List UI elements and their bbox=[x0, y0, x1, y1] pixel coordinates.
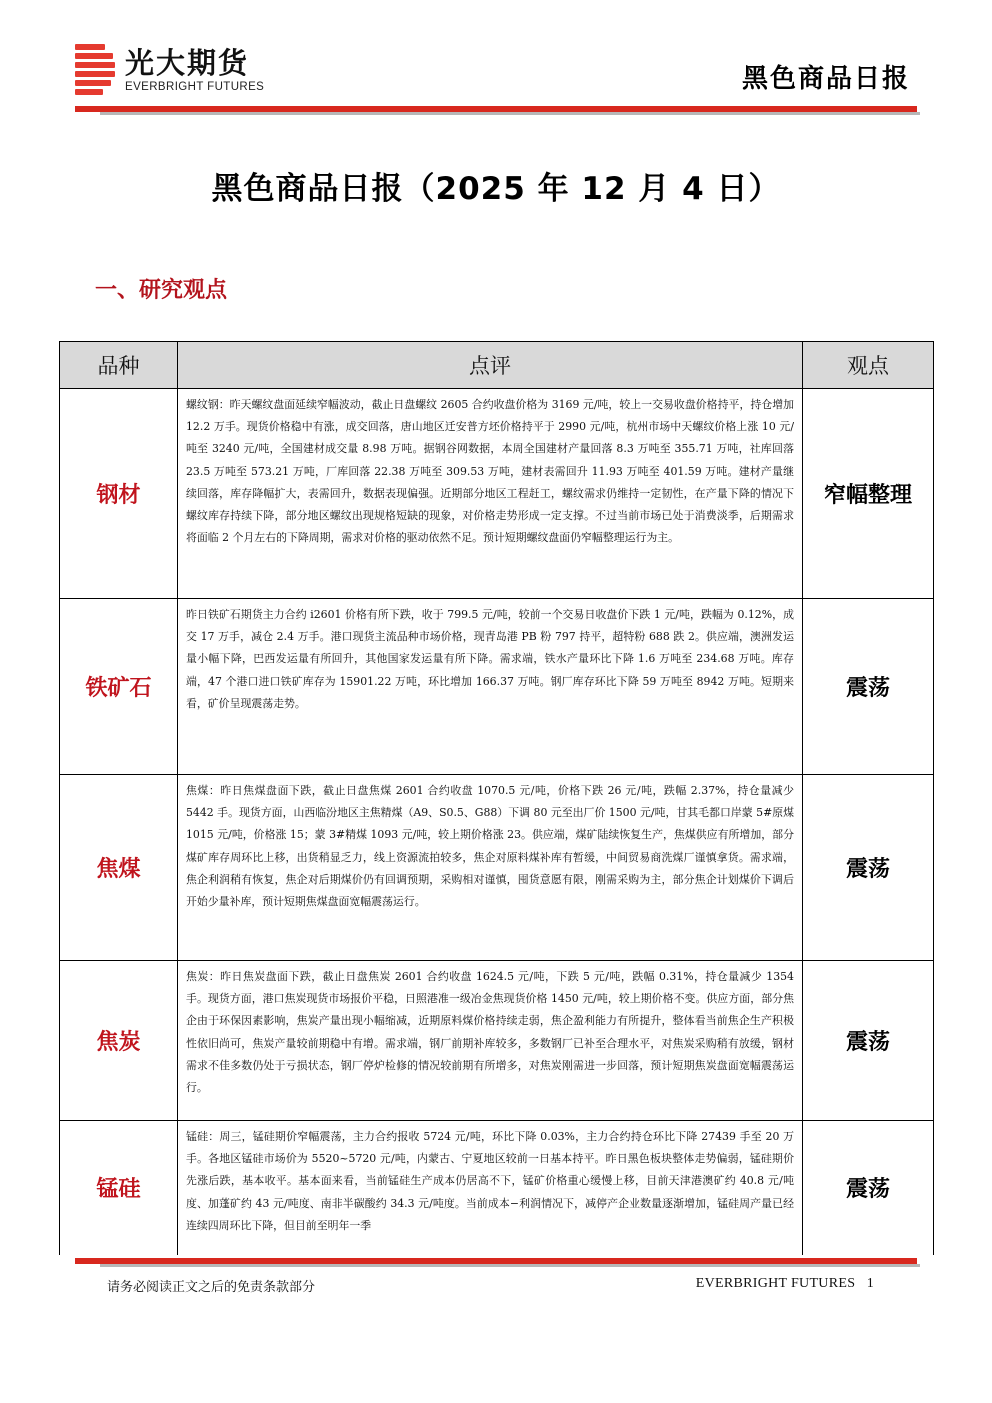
table-row-coking-coal bbox=[60, 775, 934, 961]
logo-chinese-name: 光大期货 bbox=[125, 46, 250, 80]
category-cell: 焦煤 bbox=[60, 775, 178, 961]
comment-cell: 螺纹钢：昨天螺纹盘面延续窄幅波动，截止日盘螺纹 2605 合约收盘价格为 3169 元/吨，较上一交易收盘价格持平，持仓增加 12.2 万手。现货价格稳中有涨，成交回落，唐山地区迁安普方坯价格持平于 2990 元/吨，杭州市场中天螺纹价格上涨 10 元/吨至 3240 元/吨，全国建材成交量 8.98 万吨。据钢谷网数据，本周全国建材产量回落 8.3 万吨至 355.71 万吨，社库回落 23.5 万吨至 573.21 万吨，厂库回落 22.38 万吨至 309.53 万吨，建材表需回升 11.93 万吨至 401.59 万吨。建材产量继续回落，库存降幅扩大，表需回升，数据表现偏强。近期部分地区工程赶工，螺纹需求仍维持一定韧性，在产量下降的情况下螺纹库存持续下降，部分地区螺纹出现规格短缺的现象，对价格走势形成一定支撑。不过当前市场已处于消费淡季，后期需求将面临 2 个月左右的下降周期，需求对价格的驱动依然不足。预计短期螺纹盘面仍窄幅整理运行为主。 bbox=[178, 389, 803, 599]
comment-cell: 昨日铁矿石期货主力合约 i2601 价格有所下跌，收于 799.5 元/吨，较前一个交易日收盘价下跌 1 元/吨，跌幅为 0.12%，成交 17 万手，减仓 2.4 万手。港口现货主流品种市场价格，现青岛港 PB 粉 797 持平，超特粉 688 跌 2。供应端，澳洲发运量小幅下降，巴西发运量有所回升，其他国家发运量有所下降。需求端，铁水产量环比下降 1.6 万吨至 234.68 万吨。库存端，47 个港口进口铁矿库存为 15901.22 万吨，环比增加 166.37 万吨。钢厂库存环比下降 59 万吨至 8942 万吨。短期来看，矿价呈现震荡走势。 bbox=[178, 599, 803, 775]
table-row-iron-ore bbox=[60, 599, 934, 775]
header-variety: 品种 bbox=[60, 342, 178, 389]
view-cell: 震荡 bbox=[803, 961, 934, 1121]
view-cell: 震荡 bbox=[803, 775, 934, 961]
category-cell: 铁矿石 bbox=[60, 599, 178, 775]
footer-disclaimer: 请务必阅读正文之后的免责条款部分 bbox=[107, 1280, 316, 1295]
logo-mark-icon bbox=[75, 42, 115, 98]
page-title: 黑色商品日报（2025 年 12 月 4 日） bbox=[211, 171, 781, 207]
header-report-name: 黑色商品日报 bbox=[741, 64, 910, 94]
page-number: 1 bbox=[866, 1276, 874, 1291]
section-heading: 一、研究观点 bbox=[95, 278, 228, 303]
view-cell: 震荡 bbox=[803, 1121, 934, 1255]
table-row-coke bbox=[60, 961, 934, 1121]
header-comment: 点评 bbox=[178, 342, 803, 389]
category-cell: 钢材 bbox=[60, 389, 178, 599]
header-divider-gray bbox=[100, 112, 920, 115]
footer-brand: EVERBRIGHT FUTURES bbox=[695, 1276, 856, 1291]
research-view-table bbox=[59, 341, 934, 1255]
footer-divider-gray bbox=[100, 1264, 920, 1267]
company-logo bbox=[75, 42, 264, 98]
logo-english-name: EVERBRIGHT FUTURES bbox=[125, 81, 265, 93]
footer-brand-page bbox=[696, 1276, 874, 1292]
comment-cell: 焦炭：昨日焦炭盘面下跌，截止日盘焦炭 2601 合约收盘 1624.5 元/吨，下跌 5 元/吨，跌幅 0.31%，持仓量减少 1354 手。现货方面，港口焦炭现货市场报价平稳，日照港准一级冶金焦现货价格 1450 元/吨，较上期价格不变。供应方面，部分焦企由于环保因素影响，焦炭产量出现小幅缩减，近期原料煤价格持续走弱，焦企盈利能力有所提升，整体看当前焦企生产积极性依旧尚可，焦炭产量较前期稳中有增。需求端，钢厂前期补库较多，多数钢厂已补至合理水平，对焦炭采购稍有放缓，钢材需求不佳多数仍处于亏损状态，钢厂停炉检修的情况较前期有所增多，对焦炭刚需进一步回落，预计短期焦炭盘面宽幅震荡运行。 bbox=[178, 961, 803, 1121]
comment-cell: 焦煤：昨日焦煤盘面下跌，截止日盘焦煤 2601 合约收盘 1070.5 元/吨，价格下跌 26 元/吨，跌幅 2.37%，持仓量减少 5442 手。现货方面，山西临汾地区主焦精煤（A9、S0.5、G88）下调 80 元至出厂价 1500 元/吨，甘其毛都口岸蒙 5#原煤 1015 元/吨，价格涨 15；蒙 3#精煤 1093 元/吨，较上期价格涨 23。供应端，煤矿陆续恢复生产，焦煤供应有所增加，部分煤矿库存周环比上移，出货稍显乏力，线上资源流拍较多，焦企对原料煤补库有暂缓，中间贸易商洗煤厂谨慎拿货。需求端，焦企利润稍有恢复，焦企对后期煤价仍有回调预期，采购相对谨慎，囤货意愿有限，刚需采购为主，部分焦企计划煤价下调后开始少量补库，预计短期焦煤盘面宽幅震荡运行。 bbox=[178, 775, 803, 961]
view-cell: 窄幅整理 bbox=[803, 389, 934, 599]
comment-cell: 锰硅：周三，锰硅期价窄幅震荡，主力合约报收 5724 元/吨，环比下降 0.03%，主力合约持仓环比下降 27439 手至 20 万手。各地区锰硅市场价为 5520~5720 元/吨，内蒙古、宁夏地区较前一日基本持平。昨日黑色板块整体走势偏弱，锰硅期价先涨后跌，基本收平。基本面来看，当前锰硅生产成本仍居高不下，锰矿价格重心缓慢上移，目前天津港澳矿约 40.8 元/吨度、加蓬矿约 43 元/吨度、南非半碳酸约 34.3 元/吨度。当前成本−利润情况下，减停产企业数量逐渐增加，锰硅周产量已经连续四周环比下降，但目前至明年一季 bbox=[178, 1121, 803, 1255]
category-cell: 锰硅 bbox=[60, 1121, 178, 1255]
table-row-silicomanganese bbox=[60, 1121, 934, 1255]
view-cell: 震荡 bbox=[803, 599, 934, 775]
category-cell: 焦炭 bbox=[60, 961, 178, 1121]
table-row-steel bbox=[60, 389, 934, 599]
table-header-row bbox=[60, 342, 934, 389]
header-view: 观点 bbox=[803, 342, 934, 389]
